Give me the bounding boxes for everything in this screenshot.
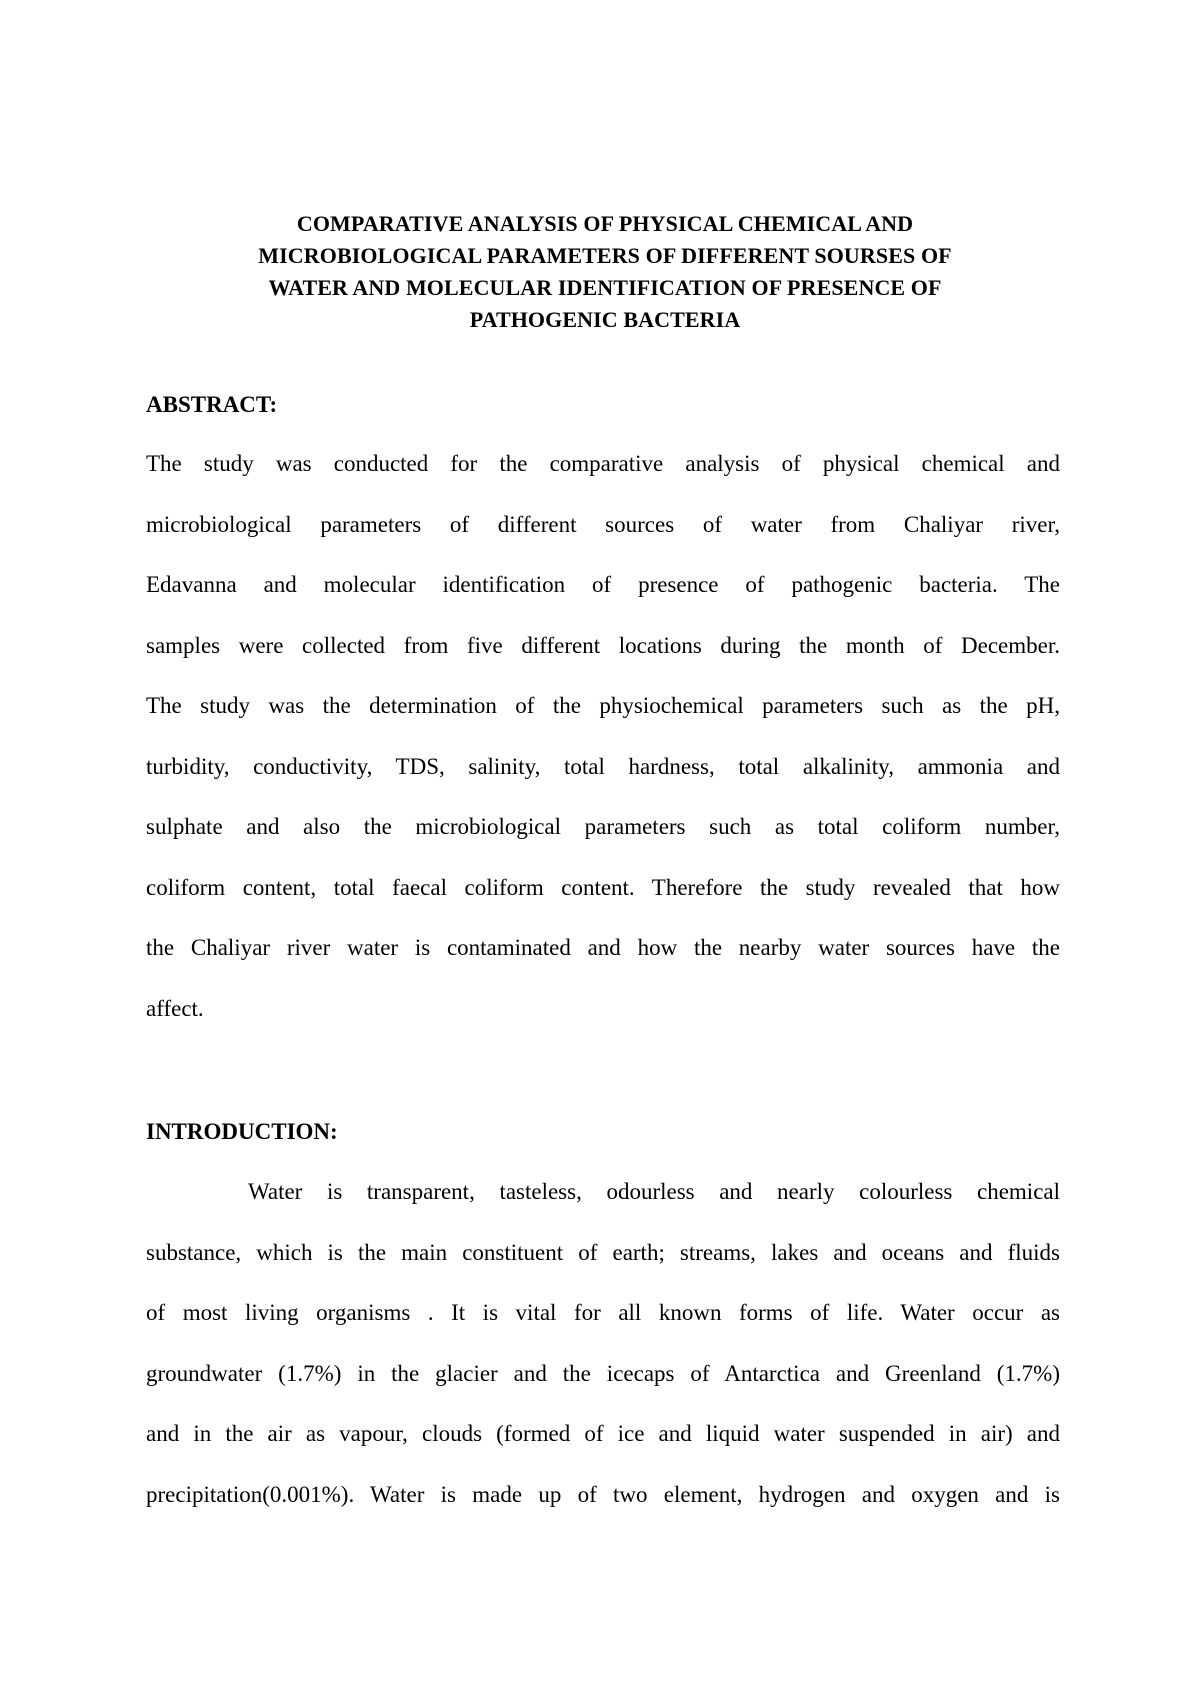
text-line: precipitation(0.001%). Water is made up of two element, hydrogen and oxygen and is [146,1481,1060,1507]
text-line: sulphate and also the microbiological parameters such as total coliform number, [146,814,1060,839]
text-line: the Chaliyar river water is contaminated and how the nearby water sources have the [146,935,1060,960]
text-line: coliform content, total faecal coliform content. Therefore the study revealed that how [146,874,1060,900]
text-line: Water is transparent, tasteless, odourless and nearly colourless chemical [248,1179,1060,1204]
title-line: COMPARATIVE ANALYSIS OF PHYSICAL CHEMICAL AND [296,211,914,236]
text-line: The study was conducted for the comparative analysis of physical chemical and [146,451,1060,476]
introduction-heading: INTRODUCTION: [146,1119,338,1144]
document-title [140,208,1070,336]
text-line: The study was the determination of the physiochemical parameters such as the pH, [146,693,1060,718]
title-line: WATER AND MOLECULAR IDENTIFICATION OF PRESENCE OF [268,275,942,300]
text-line: and in the air as vapour, clouds (formed of ice and liquid water suspended in air) and [146,1421,1060,1446]
text-line: turbidity, conductivity, TDS, salinity, total hardness, total alkalinity, ammonia and [146,753,1060,779]
abstract-heading: ABSTRACT: [146,392,278,417]
text-line: affect. [146,995,204,1021]
title-line: PATHOGENIC BACTERIA [469,307,741,332]
abstract-body [146,449,1060,1054]
title-line: MICROBIOLOGICAL PARAMETERS OF DIFFERENT SOURSES OF [258,243,952,268]
text-line: Edavanna and molecular identification of presence of pathogenic bacteria. The [146,572,1060,597]
text-line: microbiological parameters of different sources of water from Chaliyar river, [146,511,1060,537]
text-line: of most living organisms . It is vital for all known forms of life. Water occur as [146,1300,1060,1325]
text-line: groundwater (1.7%) in the glacier and the icecaps of Antarctica and Greenland (1.7%) [146,1360,1060,1386]
text-line: substance, which is the main constituent of earth; streams, lakes and oceans and fluids [146,1239,1060,1265]
text-line: samples were collected from five different locations during the month of December. [146,632,1060,658]
introduction-body [146,1177,1060,1540]
